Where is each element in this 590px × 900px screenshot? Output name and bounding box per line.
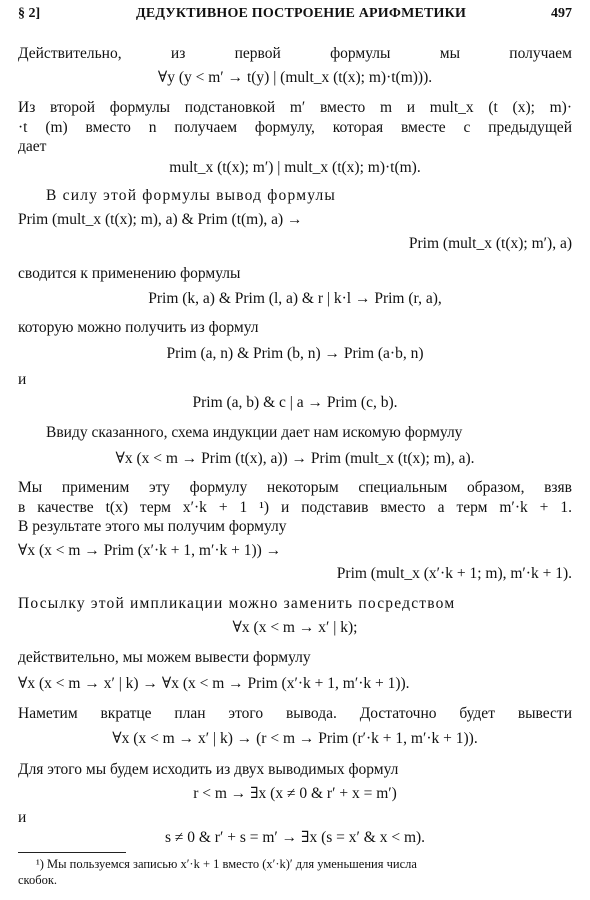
formula-line: Prim (a, b) & c | a → Prim (c, b). — [192, 394, 398, 411]
text-line: В силу этой формулы вывод формулы — [46, 187, 337, 204]
text-line: Для этого мы будем исходить из двух выводимых формул — [18, 761, 399, 778]
formula-line: ∀y (y < m′ → t(y) | (mult_x (t(x); m)·t(m))). — [157, 69, 433, 86]
formula-line: r < m → ∃x (x ≠ 0 & r′ + x = m′) — [193, 785, 397, 802]
page-number: 497 — [551, 6, 572, 21]
formula-line: Prim (k, a) & Prim (l, a) & r | k·l → Prim (r, a), — [148, 290, 442, 307]
formula-line: ∀x (x < m → Prim (t(x), a)) → Prim (mult_x (t(x); m), a). — [115, 450, 475, 467]
text-line: в качестве t(x) терм x′·k + 1 ¹) и подставив вместо a терм m′·k + 1. — [18, 499, 572, 516]
formula-line: ∀x (x < m → x′ | k) → ∀x (x < m → Prim (x′·k + 1, m′·k + 1)). — [18, 675, 410, 692]
text-line: дает — [18, 138, 47, 155]
footnote-line: ¹) Мы пользуемся записью x′·k + 1 вместо (x′·k)′ для уменьшения числа — [36, 857, 417, 871]
formula-line: mult_x (t(x); m′) | mult_x (t(x); m)·t(m). — [169, 159, 421, 176]
text-line: сводится к применению формулы — [18, 265, 241, 282]
formula-line: Prim (mult_x (x′·k + 1; m), m′·k + 1). — [336, 565, 572, 582]
running-title: ДЕДУКТИВНОЕ ПОСТРОЕНИЕ АРИФМЕТИКИ — [136, 6, 467, 21]
footnote-line: скобок. — [18, 873, 58, 887]
text-line: которую можно получить из формул — [18, 319, 259, 336]
formula-line: ∀x (x < m → x′ | k); — [232, 619, 358, 636]
text-line: Наметим вкратце план этого вывода. Достаточно будет вывести — [18, 705, 572, 722]
text-line: Из второй формулы подстановкой m′ вместо m и mult_x (t (x); m)· — [18, 99, 572, 116]
text-line: ·t (m) вместо n получаем формулу, которая вместе с предыдущей — [18, 119, 572, 136]
text-line: Посылку этой импликации можно заменить посредством — [18, 595, 456, 612]
page-header — [18, 6, 572, 26]
text-line: Мы применим эту формулу некоторым специальным образом, взяв — [18, 479, 572, 496]
formula-line: Prim (mult_x (t(x); m′), a) — [408, 235, 572, 252]
formula-line: Prim (a, n) & Prim (b, n) → Prim (a·b, n) — [166, 345, 424, 362]
formula-line: ∀x (x < m → Prim (x′·k + 1, m′·k + 1)) → — [18, 542, 282, 559]
formula-line: s ≠ 0 & r′ + s = m′ → ∃x (s = x′ & x < m). — [164, 829, 426, 846]
text-line: и — [18, 371, 27, 388]
text-line: Ввиду сказанного, схема индукции дает нам искомую формулу — [46, 424, 463, 441]
section-marker: § 2] — [18, 6, 41, 21]
text-line: и — [18, 809, 27, 826]
formula-line: ∀x (x < m → x′ | k) → (r < m → Prim (r′·k + 1, m′·k + 1)). — [112, 730, 478, 747]
text-line: В результате этого мы получим формулу — [18, 518, 287, 535]
footnote-rule — [18, 852, 126, 853]
formula-line: Prim (mult_x (t(x); m), a) & Prim (t(m), a) → — [18, 211, 303, 228]
text-line: Действительно, из первой формулы мы получаем — [18, 45, 572, 62]
text-line: действительно, мы можем вывести формулу — [18, 649, 311, 666]
